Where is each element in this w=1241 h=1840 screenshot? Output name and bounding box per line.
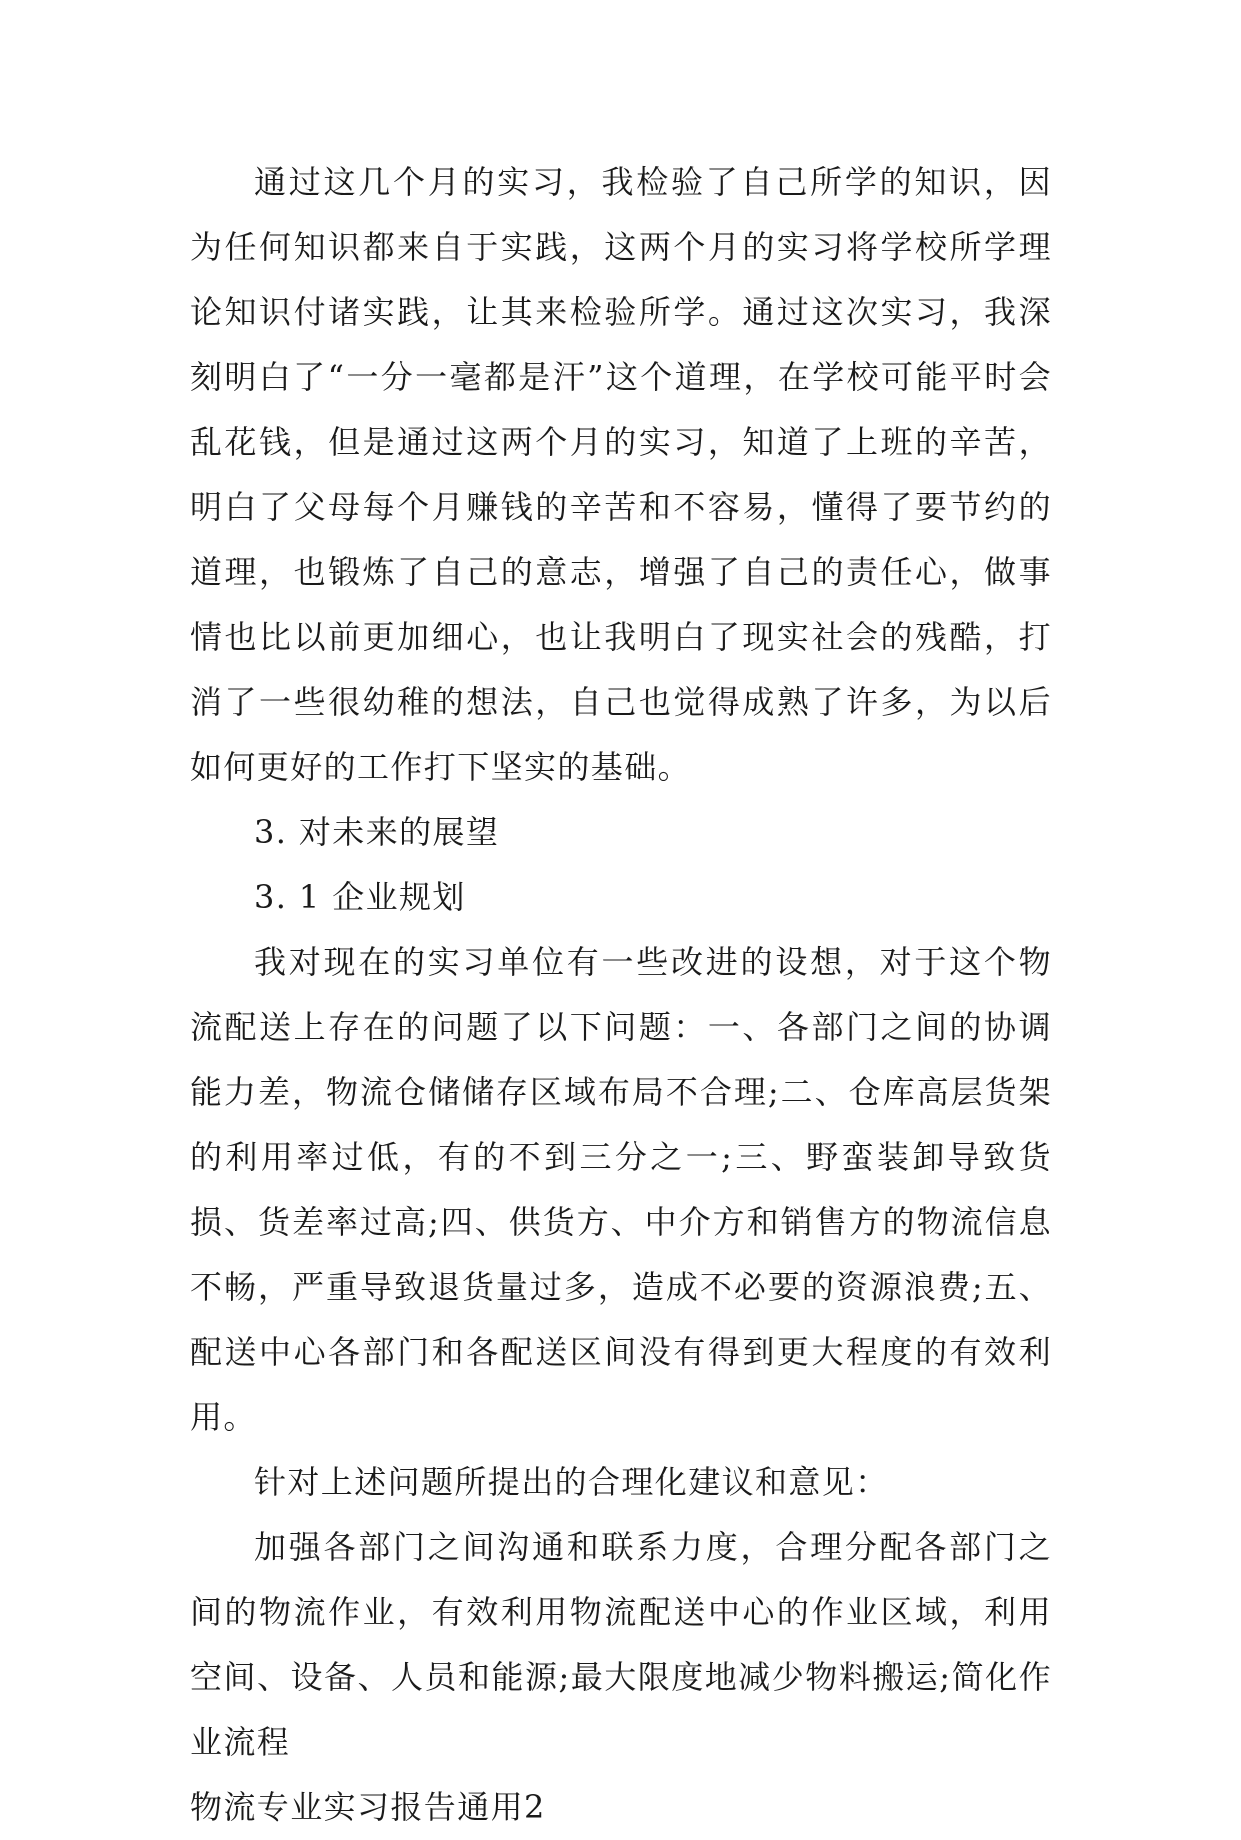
paragraph-suggestions: 加强各部门之间沟通和联系力度，合理分配各部门之间的物流作业，有效利用物流配送中心的作业区域，利用空间、设备、人员和能源;最大限度地减少物料搬运;简化作业流程	[190, 1528, 1052, 1761]
next-document-title: 物流专业实习报告通用2	[190, 1788, 546, 1826]
document-body	[190, 150, 1052, 1840]
section-heading-3: 3. 对未来的展望	[254, 813, 500, 851]
paragraph-reflection: 通过这几个月的实习，我检验了自己所学的知识，因为任何知识都来自于实践，这两个月的实习将学校所学理论知识付诸实践，让其来检验所学。通过这次实习，我深刻明白了“一分一毫都是汗”这个道理，在学校可能平时会乱花钱，但是通过这两个月的实习，知道了上班的辛苦，明白了父母每个月赚钱的辛苦和不容易，懂得了要节约的道理，也锻炼了自己的意志，增强了自己的责任心，做事情也比以前更加细心，也让我明白了现实社会的残酷，打消了一些很幼稚的想法，自己也觉得成熟了许多，为以后如何更好的工作打下坚实的基础。	[190, 163, 1052, 786]
section-heading-3-1: 3. 1 企业规划	[254, 878, 466, 916]
paragraph-intro: 针对上述问题所提出的合理化建议和意见：	[254, 1463, 889, 1501]
paragraph-plan: 我对现在的实习单位有一些改进的设想，对于这个物流配送上存在的问题了以下问题：一、各部门之间的协调能力差，物流仓储储存区域布局不合理;二、仓库高层货架的利用率过低，有的不到三分之一;三、野蛮装卸导致货损、货差率过高;四、供货方、中介方和销售方的物流信息不畅，严重导致退货量过多，造成不必要的资源浪费;五、配送中心各部门和各配送区间没有得到更大程度的有效利用。	[190, 943, 1052, 1436]
